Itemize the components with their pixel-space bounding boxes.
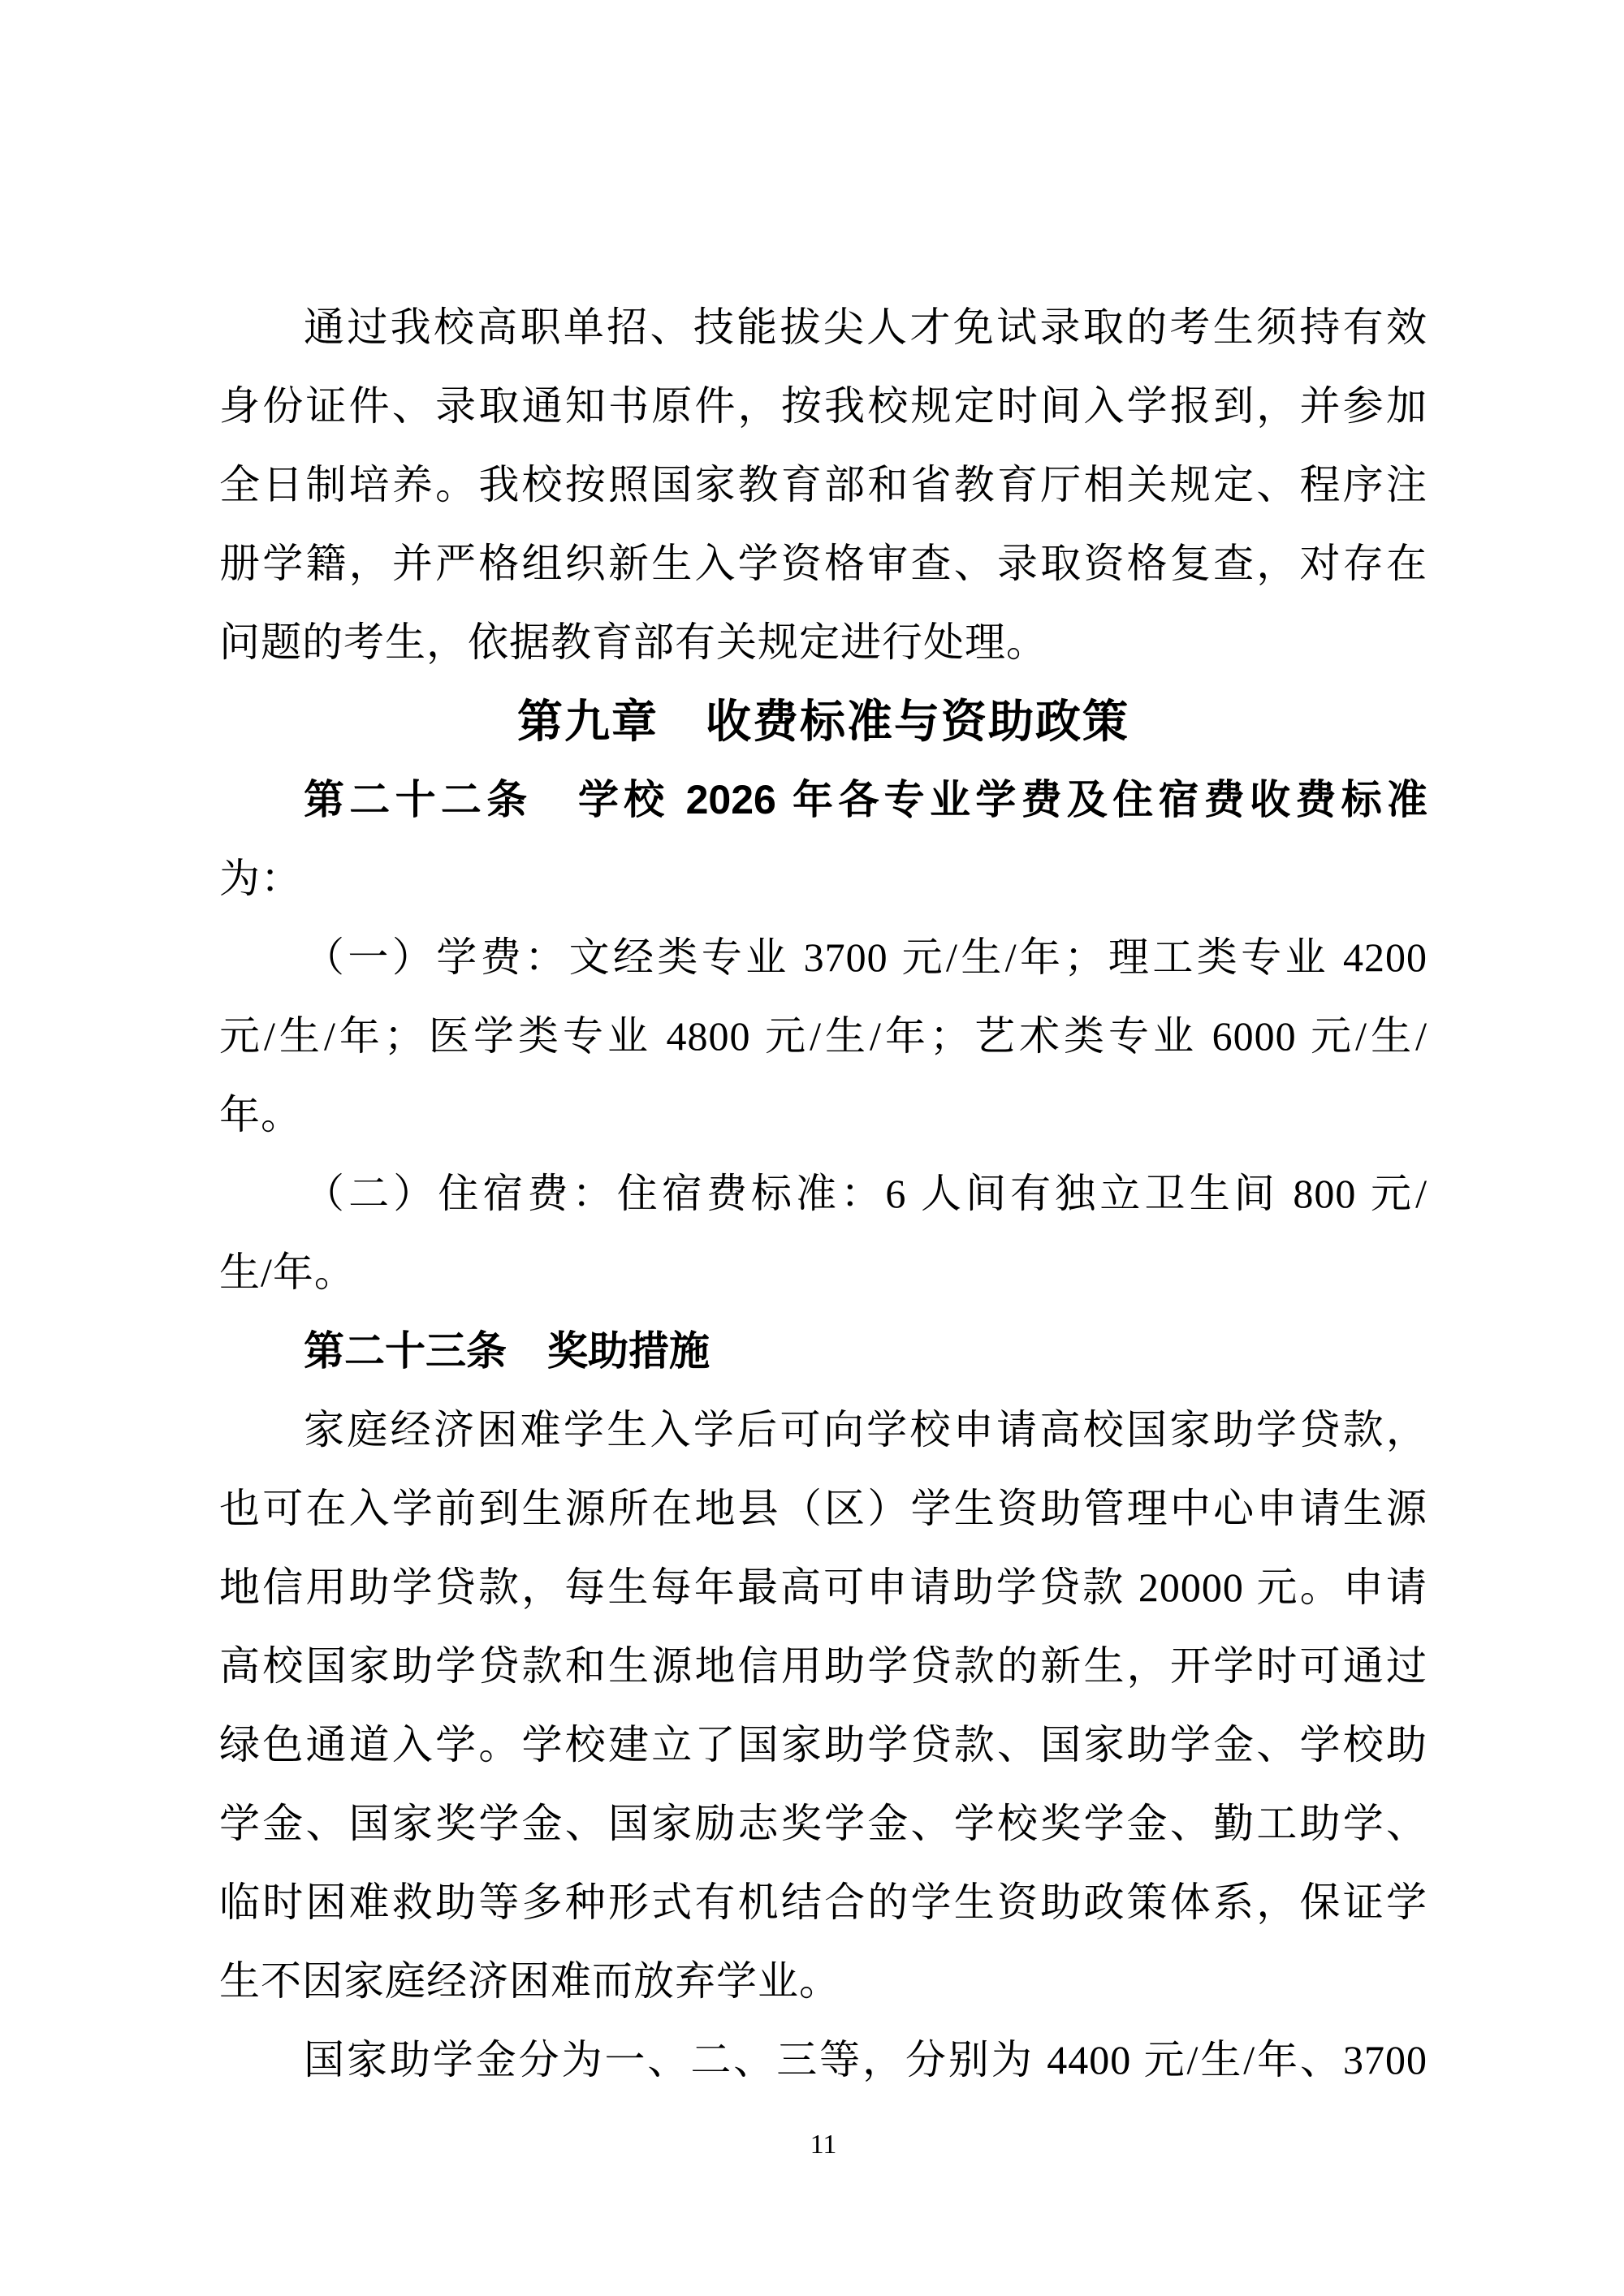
accommodation-item-line-2: 生/年。	[219, 1249, 356, 1295]
aid-paragraph-line-4: 高校国家助学贷款和生源地信用助学贷款的新生，开学时可通过	[219, 1643, 1427, 1689]
tuition-item-line-2: 元/生/年；医学类专业 4800 元/生/年；艺术类专业 6000 元/生/	[219, 1013, 1427, 1059]
tuition-item-line-3: 年。	[219, 1092, 302, 1137]
grant-paragraph-line-1: 国家助学金分为一、二、三等，分别为 4400 元/生/年、3700	[304, 2037, 1427, 2082]
page-number: 11	[810, 2130, 837, 2160]
text-block	[219, 288, 1427, 2100]
para-admission-line-1: 通过我校高职单招、技能拔尖人才免试录取的考生须持有效	[304, 304, 1427, 350]
accommodation-item-line-1: （二）住宿费：住宿费标准：6 人间有独立卫生间 800 元/	[304, 1171, 1427, 1216]
aid-paragraph-line-6: 学金、国家奖学金、国家励志奖学金、学校奖学金、勤工助学、	[219, 1801, 1427, 1846]
aid-paragraph-line-3: 地信用助学贷款，每生每年最高可申请助学贷款 20000 元。申请	[219, 1564, 1427, 1610]
aid-paragraph-line-2: 也可在入学前到生源所在地县（区）学生资助管理中心申请生源	[219, 1486, 1427, 1531]
tuition-item-line-1: （一）学费：文经类专业 3700 元/生/年；理工类专业 4200	[304, 934, 1427, 980]
article-23-heading: 第二十三条 奖助措施	[304, 1328, 710, 1374]
chapter-9-heading: 第九章 收费标准与资助政策	[517, 696, 1129, 747]
aid-paragraph-line-1: 家庭经济困难学生入学后可向学校申请高校国家助学贷款，	[304, 1407, 1427, 1452]
para-admission-line-2: 身份证件、录取通知书原件，按我校规定时间入学报到，并参加	[219, 383, 1427, 429]
aid-paragraph-line-8: 生不因家庭经济困难而放弃学业。	[219, 1958, 840, 2004]
article-22-continuation: 为：	[219, 856, 302, 901]
para-admission-line-4: 册学籍，并严格组织新生入学资格审查、录取资格复查，对存在	[219, 541, 1427, 586]
para-admission-line-3: 全日制培养。我校按照国家教育部和省教育厅相关规定、程序注	[219, 462, 1427, 507]
aid-paragraph-line-7: 临时困难救助等多种形式有机结合的学生资助政策体系，保证学	[219, 1880, 1427, 1925]
para-admission-line-5: 问题的考生，依据教育部有关规定进行处理。	[219, 619, 1047, 665]
article-22-heading-line: 第二十二条 学校 2026 年各专业学费及住宿费收费标准	[304, 777, 1427, 822]
aid-paragraph-line-5: 绿色通道入学。学校建立了国家助学贷款、国家助学金、学校助	[219, 1722, 1427, 1767]
